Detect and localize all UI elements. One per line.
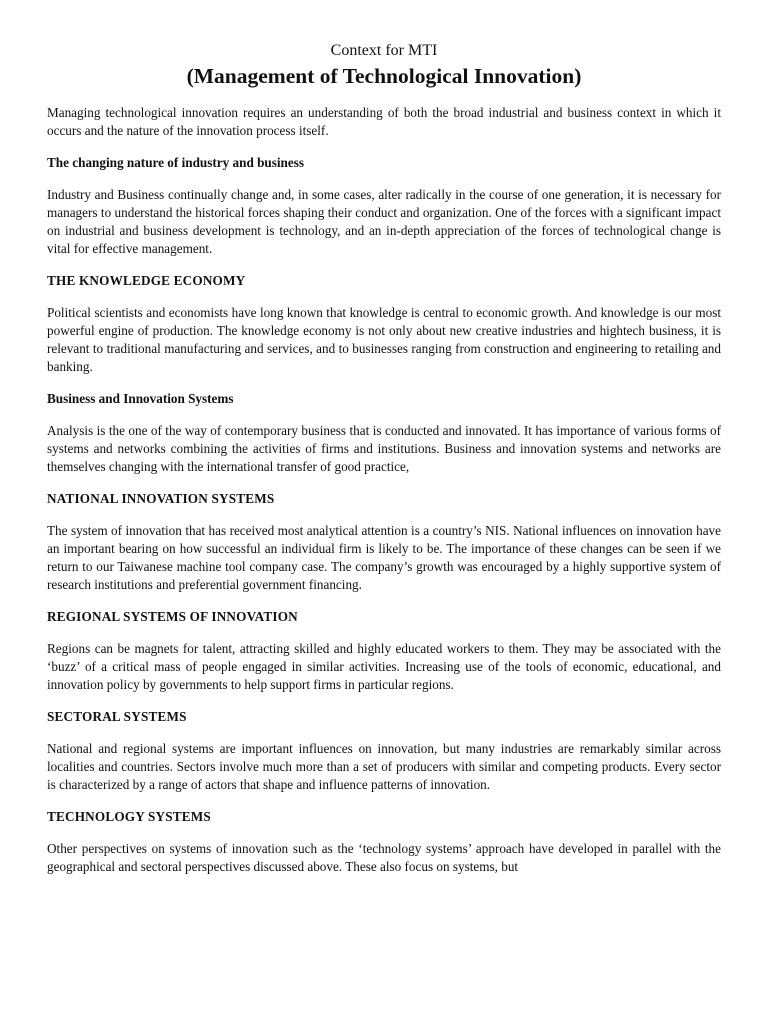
- section-heading-business-innovation-systems: Business and Innovation Systems: [47, 391, 234, 406]
- section-heading-sectoral-systems: SECTORAL SYSTEMS: [47, 709, 187, 724]
- section-text-regional-systems: Regions can be magnets for talent, attracting skilled and highly educated workers to them. They may be associated with the ‘buzz’ of a critical mass of people engaged in similar activities. Increasing use of the tools of economic, educational, and innovation policy by governments to help support firms in particular regions.: [47, 641, 721, 692]
- section-heading-national-innovation-systems: NATIONAL INNOVATION SYSTEMS: [47, 491, 275, 506]
- intro-paragraph: Managing technological innovation requires an understanding of both the broad industrial and business context in which it occurs and the nature of the innovation process itself.: [47, 105, 721, 138]
- section-heading-changing-nature: The changing nature of industry and business: [47, 155, 304, 170]
- section-text-national-innovation-systems: The system of innovation that has received most analytical attention is a country’s NIS. National influences on innovation have an important bearing on how successful an individual firm is likely to be. The importance of these changes can be seen if we return to our Taiwanese machine tool company case. The company’s growth was encouraged by a highly supportive system of research institutions and preferential government financing.: [47, 523, 721, 592]
- section-text-changing-nature: Industry and Business continually change and, in some cases, alter radically in the course of one generation, it is necessary for managers to understand the historical forces shaping their conduct and organization. One of the forces with a significant impact on industrial and business development is technology, and an in-depth appreciation of the forces of technological change is vital for effective management.: [47, 187, 721, 256]
- document-page: [47, 40, 721, 890]
- document-subtitle: Context for MTI: [330, 42, 438, 59]
- section-text-technology-systems: Other perspectives on systems of innovation such as the ‘technology systems’ approach have developed in parallel with the geographical and sectoral perspectives discussed above. These also focus on systems, but: [47, 841, 721, 874]
- section-heading-technology-systems: TECHNOLOGY SYSTEMS: [47, 809, 211, 824]
- section-text-business-innovation-systems: Analysis is the one of the way of contemporary business that is conducted and innovated. It has importance of various forms of systems and networks combining the activities of firms and institutions. Business and innovation systems and networks are themselves changing with the international transfer of good practice,: [47, 423, 721, 474]
- section-text-sectoral-systems: National and regional systems are important influences on innovation, but many industries are remarkably similar across localities and countries. Sectors involve much more than a set of producers with similar and competing products. Every sector is characterized by a range of actors that shape and influence patterns of innovation.: [47, 741, 721, 792]
- section-heading-knowledge-economy: THE KNOWLEDGE ECONOMY: [47, 273, 246, 288]
- section-heading-regional-systems: REGIONAL SYSTEMS OF INNOVATION: [47, 609, 298, 624]
- section-text-knowledge-economy: Political scientists and economists have long known that knowledge is central to economic growth. And knowledge is our most powerful engine of production. The knowledge economy is not only about new creative industries and hightech business, it is relevant to traditional manufacturing and services, and to businesses ranging from construction and engineering to retailing and banking.: [47, 305, 721, 374]
- document-title: (Management of Technological Innovation): [186, 64, 582, 88]
